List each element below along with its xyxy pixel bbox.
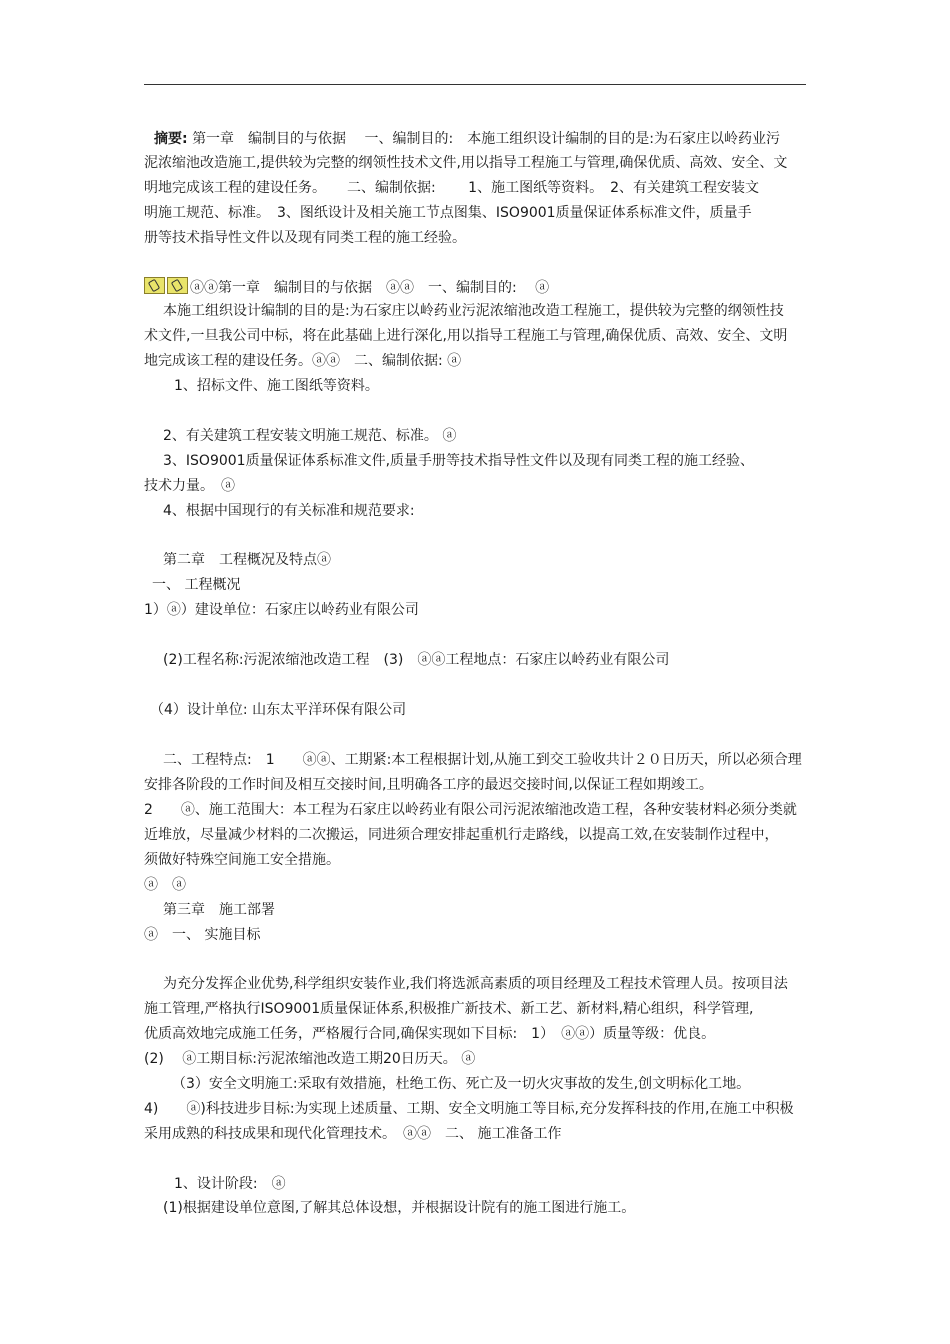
body-line: ⓐ ⓐ (144, 877, 186, 893)
abstract-line-4: 明施工规范、标准。 3、图纸设计及相关施工节点图集、ISO9001质量保证体系标准文件，质量手 (144, 205, 752, 221)
abstract-line-5: 册等技术指导性文件以及现有同类工程的施工经验。 (144, 230, 466, 246)
body-line: 2、有关建筑工程安装文明施工规范、标准。 ⓐ (163, 428, 457, 444)
body-line: 4、根据中国现行的有关标准和规范要求: (163, 503, 415, 519)
chapter1-heading: ⓐⓐ第一章 编制目的与依据 ⓐⓐ 一、编制目的: ⓐ (190, 280, 550, 296)
body-line: 1）ⓐ）建设单位：石家庄以岭药业有限公司 (144, 602, 419, 618)
body-line: 二、工程特点: 1 ⓐⓐ、工期紧:本工程根据计划,从施工到交工验收共计２０日历天，所以必须合理 (163, 752, 802, 768)
body-line: (2) ⓐ工期目标:污泥浓缩池改造工期20日历天。 ⓐ (144, 1051, 476, 1067)
abstract-line-1 (154, 130, 780, 148)
body-line: 安排各阶段的工作时间及相互交接时间,且明确各工序的最迟交接时间,以保证工程如期竣工。 (144, 777, 713, 793)
body-line: 为充分发挥企业优势,科学组织安装作业,我们将选派高素质的项目经理及工程技术管理人员。按项目法 (163, 976, 788, 992)
body-line: 地完成该工程的建设任务。ⓐⓐ 二、编制依据: ⓐ (144, 353, 462, 369)
body-line: 采用成熟的科技成果和现代化管理技术。 ⓐⓐ 二、 施工准备工作 (144, 1126, 562, 1142)
body-line: 施工管理,严格执行ISO9001质量保证体系,积极推广新技术、新工艺、新材料,精心组织，科学管理, (144, 1001, 754, 1017)
body-line: (1)根据建设单位意图,了解其总体设想，并根据设计院有的施工图进行施工。 (163, 1200, 636, 1216)
chapter1-heading-line (144, 277, 549, 297)
abstract-text-1: 第一章 编制目的与依据 一、编制目的: 本施工组织设计编制的目的是:为石家庄以岭药业污 (192, 131, 780, 147)
chapter2-heading: 第二章 工程概况及特点ⓐ (163, 552, 331, 568)
body-line: 术文件,一旦我公司中标，将在此基础上进行深化,用以指导工程施工与管理,确保优质、高效、安全、文明 (144, 328, 788, 344)
body-line: 3、ISO9001质量保证体系标准文件,质量手册等技术指导性文件以及现有同类工程的施工经验、 (163, 453, 755, 469)
body-line: (2)工程名称:污泥浓缩池改造工程 (3) ⓐⓐ工程地点：石家庄以岭药业有限公司 (163, 652, 670, 668)
body-line: 技术力量。 ⓐ (144, 478, 235, 494)
body-line: 1、设计阶段: ⓐ (174, 1176, 286, 1192)
body-line: 1、招标文件、施工图纸等资料。 (174, 378, 379, 394)
body-line: 4) ⓐ)科技进步目标:为实现上述质量、工期、安全文明施工等目标,充分发挥科技的作用,在施工中积极 (144, 1101, 794, 1117)
header-rule (144, 84, 806, 85)
abstract-label: 摘要: (154, 131, 188, 147)
attachment-icon (144, 277, 165, 294)
abstract-line-2: 泥浓缩池改造施工,提供较为完整的纲领性技术文件,用以指导工程施工与管理,确保优质、高效、安全、文 (144, 155, 788, 171)
body-line: 近堆放，尽量减少材料的二次搬运，同进须合理安排起重机行走路线，以提高工效,在安装制作过程中， (144, 827, 779, 843)
body-line: 须做好特殊空间施工安全措施。 (144, 852, 340, 868)
body-line: 本施工组织设计编制的目的是:为石家庄以岭药业污泥浓缩池改造工程施工，提供较为完整的纲领性技 (163, 303, 784, 319)
body-line: 优质高效地完成施工任务，严格履行合同,确保实现如下目标: 1） ⓐⓐ）质量等级：优良。 (144, 1026, 716, 1042)
section-heading: ⓐ 一、 实施目标 (144, 927, 261, 943)
section-heading: 一、 工程概况 (152, 577, 241, 593)
body-line: 2 ⓐ、施工范围大：本工程为石家庄以岭药业有限公司污泥浓缩池改造工程，各种安装材料必须分类就 (144, 802, 797, 818)
attachment-icon (167, 277, 188, 294)
body-line: （4）设计单位: 山东太平洋环保有限公司 (150, 702, 407, 718)
abstract-line-3: 明地完成该工程的建设任务。 二、编制依据: 1、施工图纸等资料。 2、有关建筑工程安装文 (144, 180, 759, 196)
chapter3-heading: 第三章 施工部署 (163, 902, 275, 918)
body-line: （3）安全文明施工:采取有效措施，杜绝工伤、死亡及一切火灾事故的发生,创文明标化工地。 (172, 1076, 751, 1092)
